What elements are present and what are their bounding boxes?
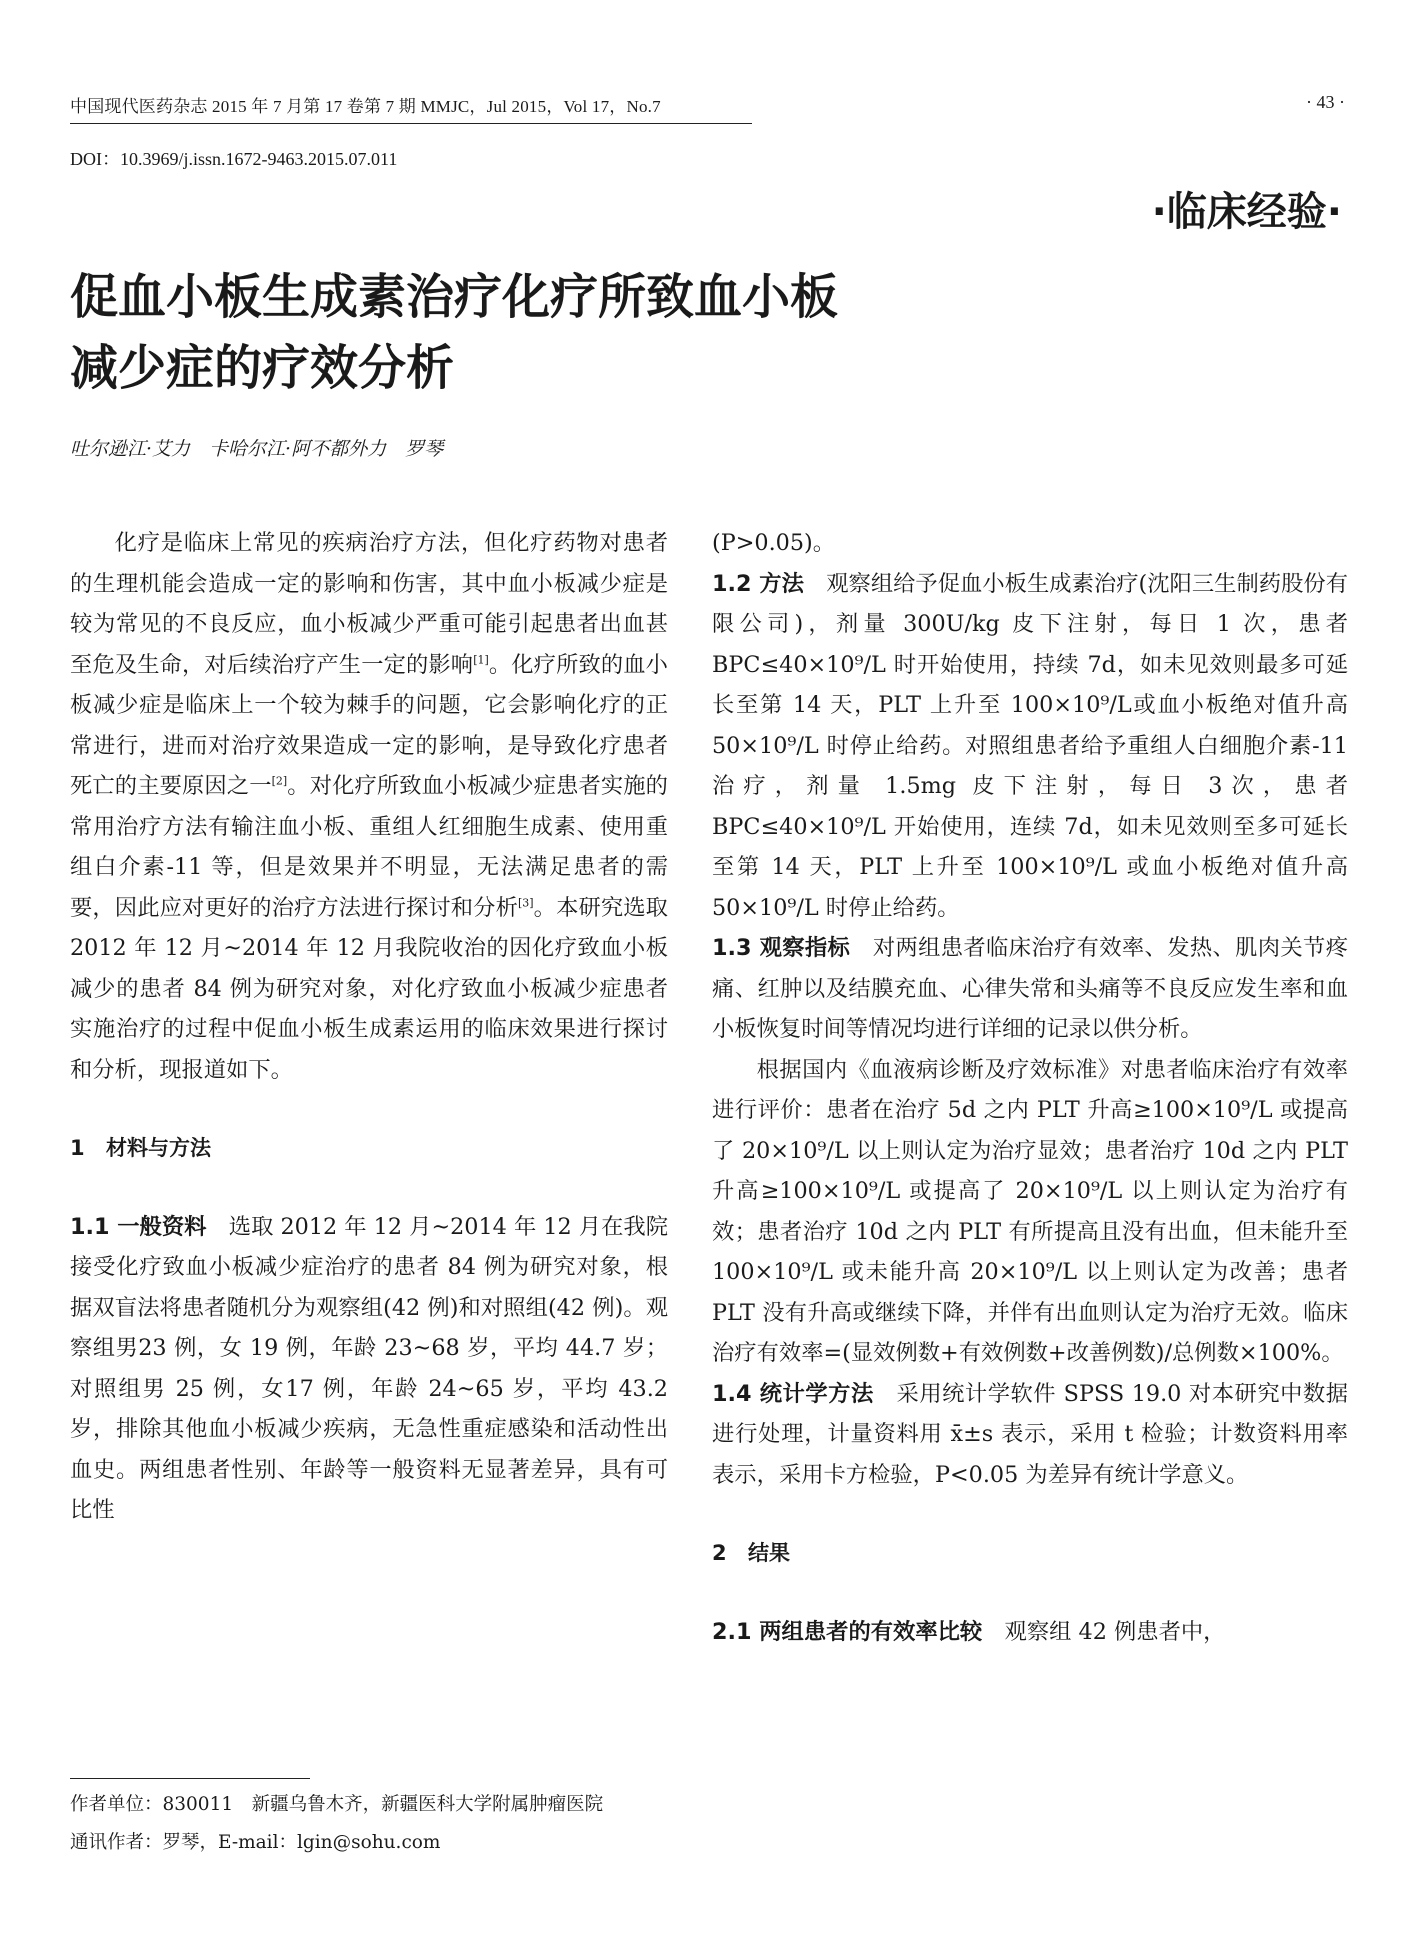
doi: DOI：10.3969/j.issn.1672-9463.2015.07.011: [70, 149, 398, 169]
section-1-3-heading: 1.3 观察指标: [712, 935, 851, 961]
section-2-heading: [712, 1533, 1348, 1574]
reference-1: [1]: [473, 653, 489, 667]
section-2-1-paragraph: [712, 1612, 1348, 1653]
section-1-title: 材料与方法: [106, 1136, 211, 1160]
reference-3: [3]: [517, 896, 534, 910]
page-number: · 43 ·: [1306, 92, 1345, 112]
section-banner: ·临床经验·: [1151, 189, 1342, 235]
left-column: [70, 523, 668, 1531]
title-line-1: 促血小板生成素治疗化疗所致血小板: [70, 269, 839, 325]
section-1-number: 1: [70, 1136, 85, 1160]
title-line-2: 减少症的疗效分析: [70, 340, 455, 396]
section-1-1-paragraph: [70, 1207, 668, 1531]
section-1-1-text: 选取 2012 年 12 月~2014 年 12 月在我院接受化疗致血小板减少症治疗的患者 84 例为研究对象，根据双盲法将患者随机分为观察组(42 例)和对照组(42 例)。观察组男23 例，女 19 例，年龄 23~68 岁，平均 44.7 岁；对照组男 25 例，女17 例，年龄 24~65 岁，平均 43.2 岁，排除其他血小板减少疾病，无急性重症感染和活动性出血史。两组患者性别、年龄等一般资料无显著差异，具有可比性: [70, 1213, 669, 1523]
continued-text: (P>0.05)。: [712, 530, 836, 556]
section-2-1-heading: 2.1 两组患者的有效率比较: [712, 1618, 983, 1645]
intro-paragraph: [70, 523, 668, 1090]
corresponding-author-footnote: 通讯作者：罗琴，E-mail：lgin@sohu.com: [70, 1832, 441, 1853]
reference-2: [2]: [271, 774, 288, 788]
right-column: [712, 523, 1348, 1652]
section-2-title: 结果: [748, 1541, 790, 1565]
section-1-2-paragraph: [712, 564, 1348, 929]
intro-text-d: 。本研究选取 2012 年 12 月~2014 年 12 月我院收治的因化疗致血小板减少的患者 84 例为研究对象，对化疗致血小板减少症患者实施治疗的过程中促血小板生成素运用的临床效果进行探讨和分析，现报道如下。: [70, 894, 668, 1083]
criteria-paragraph: 根据国内《血液病诊断及疗效标准》对患者临床治疗有效率进行评价：患者在治疗 5d 之内 PLT 升高≥100×10⁹/L 或提高了 20×10⁹/L 以上则认定为治疗显效；患者治疗 10d 之内 PLT 升高≥100×10⁹/L 或提高了 20×10⁹/L 以上则认定为治疗有效；患者治疗 10d 之内 PLT 有所提高且没有出血，但未能升至 100×10⁹/L 或未能升高 20×10⁹/L 以上则认定为改善；患者 PLT 没有升高或继续下降，并伴有出血则认定为治疗无效。临床治疗有效率=(显效例数+有效例数+改善例数)/总例数×100%。: [712, 1056, 1348, 1366]
section-1-heading: [70, 1128, 668, 1169]
section-1-1-heading: 1.1 一般资料: [70, 1213, 207, 1240]
affiliation-footnote: 作者单位：830011 新疆乌鲁木齐，新疆医科大学附属肿瘤医院: [70, 1794, 604, 1815]
footnote-divider: [70, 1778, 310, 1779]
section-2-1-text: 观察组 42 例患者中，: [982, 1618, 1226, 1645]
author-list: 吐尔逊江·艾力 卡哈尔江·阿不都外力 罗琴: [70, 438, 444, 460]
intro-text-b: 。化疗所致的血小板减少症是临床上一个较为棘手的问题，它会影响化疗的正常进行，进而对治疗效果造成一定的影响，是导致化疗患者死亡的主要原因之一: [70, 651, 668, 799]
section-2-number: 2: [712, 1541, 727, 1565]
intro-text-c: 。对化疗所致血小板减少症患者实施的常用治疗方法有输注血小板、重组人红细胞生成素、使用重组白介素-11 等，但是效果并不明显，无法满足患者的需要，因此应对更好的治疗方法进行探讨和分析: [70, 773, 668, 921]
intro-text-a: 化疗是临床上常见的疾病治疗方法，但化疗药物对患者的生理机能会造成一定的影响和伤害，其中血小板减少症是较为常见的不良反应，血小板减少严重可能引起患者出血甚至危及生命，对后续治疗产生一定的影响: [70, 530, 668, 678]
running-head: 中国现代医药杂志 2015 年 7 月第 17 卷第 7 期 MMJC，Jul 2015，Vol 17，No.7: [70, 92, 752, 124]
section-1-3-paragraph: [712, 928, 1348, 1050]
section-1-4-text: 采用统计学软件 SPSS 19.0 对本研究中数据进行处理，计量资料用 x̄±s 表示，采用 t 检验；计数资料用率表示，采用卡方检验，P<0.05 为差异有统计学意义。: [712, 1380, 1348, 1488]
section-1-3-text: 对两组患者临床治疗有效率、发热、肌肉关节疼痛、红肿以及结膜充血、心律失常和头痛等不良反应发生率和血小板恢复时间等情况均进行详细的记录以供分析。: [712, 935, 1348, 1042]
section-1-4-heading: 1.4 统计学方法: [712, 1380, 874, 1407]
article-title: [70, 262, 990, 404]
section-1-4-paragraph: [712, 1374, 1348, 1496]
section-1-2-text: 观察组给予促血小板生成素治疗(沈阳三生制药股份有限公司)，剂量 300U/kg 皮下注射，每日 1 次，患者 BPC≤40×10⁹/L 时开始使用，持续 7d，如未见效则最多可延长至第 14 天，PLT 上升至 100×10⁹/L或血小板绝对值升高 50×10⁹/L 时停止给药。对照组患者给予重组人白细胞介素-11 治疗，剂量 1.5mg 皮下注射，每日 3次，患者 BPC≤40×10⁹/L 开始使用，连续 7d，如未见效则至多可延长至第 14 天，PLT 上升至 100×10⁹/L 或血小板绝对值升高 50×10⁹/L 时停止给药。: [712, 570, 1348, 921]
section-1-2-heading: 1.2 方法: [712, 570, 804, 597]
